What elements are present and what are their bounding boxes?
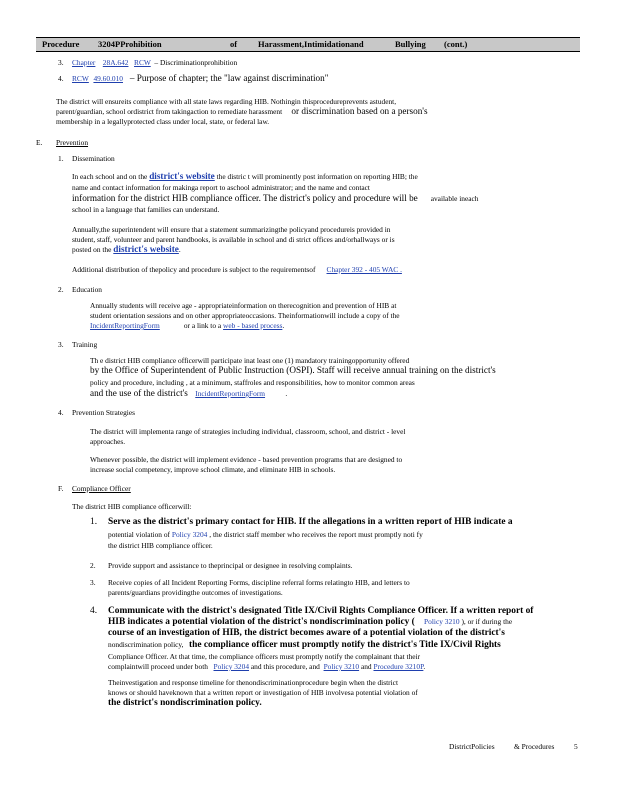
compliance-item4-line9: the district's nondiscrimination policy.	[108, 698, 262, 708]
ref-4-link-rcw[interactable]: RCW	[72, 74, 89, 83]
ref-3-num: 3.	[58, 58, 64, 67]
intro-line-2a: parent/guardian, school ordistrict from takingaction to remediate harassment	[56, 107, 283, 116]
compliance-item1-line2	[108, 530, 423, 539]
dissemination-title: Dissemination	[72, 154, 115, 163]
strategies-line2: approaches.	[90, 437, 126, 446]
education-num: 2.	[58, 285, 64, 294]
intro-line-3: membership in a legallyprotected class under local, state, or federal law.	[56, 117, 270, 126]
compliance-item4-line6b: and this procedure, and	[250, 662, 320, 671]
header-of: of	[230, 39, 238, 49]
page-number: 5	[574, 742, 578, 751]
compliance-item3-line1: Receive copies of all Incident Reporting Forms, discipline referral forms relatingto HIB, and letters to	[108, 578, 410, 587]
compliance-item4-line8: knows or should haveknown that a written report or investigation of HIB involvesa potential violation of	[108, 688, 418, 697]
ref-4-text: – Purpose of chapter; the "law against discrimination"	[129, 73, 329, 83]
compliance-item2-num: 2.	[90, 561, 96, 570]
strategies-title: Prevention Strategies	[72, 408, 136, 417]
ref-4-link-4960010[interactable]: 49.60.010	[93, 74, 123, 83]
district-website-link-2[interactable]: district's website	[113, 244, 179, 254]
compliance-item4-line6	[108, 662, 425, 671]
compliance-item4-line2	[108, 617, 512, 628]
compliance-item4-line1: Communicate with the district's designated Title IX/Civil Rights Compliance Officer. If a written report of	[108, 606, 534, 616]
training-line2: by the Office of Superintendent of Public Instruction (OSPI). Staff will receive annual training on the district's	[90, 365, 496, 375]
strategies-line4: increase social competency, improve school climate, and eliminate HIB in schools.	[90, 465, 336, 474]
training-line4	[90, 388, 287, 399]
compliance-intro: The district HIB compliance officerwill:	[72, 502, 192, 511]
dissemination-p2-line3	[72, 245, 181, 254]
section-e-letter: E.	[36, 138, 43, 147]
training-num: 3.	[58, 340, 64, 349]
policy-3204-link-1[interactable]: Policy 3204	[171, 530, 208, 539]
compliance-item1-line2b: , the district staff member who receives the report must promptly noti fy	[209, 530, 423, 539]
compliance-item4-line4a: nondiscrimination policy,	[108, 640, 184, 649]
ref-4-line	[72, 73, 329, 84]
dissemination-p1-line4: school in a language that families can understand.	[72, 205, 220, 214]
training-line3: policy and procedure, including , at a minimum, staffroles and responsibilities, how to monitor common areas	[90, 378, 415, 387]
section-e-title: Prevention	[56, 138, 89, 147]
education-line3c: .	[282, 321, 285, 330]
ref-3-link-28a642[interactable]: 28A.642	[102, 58, 129, 67]
district-website-link-1[interactable]: district's website	[149, 171, 215, 181]
dissemination-p1b: the distric t will prominently post information on reporting HIB; the	[216, 172, 418, 181]
incident-reporting-form-link-2[interactable]: IncidentReportingForm	[195, 389, 266, 398]
compliance-item3-num: 3.	[90, 578, 96, 587]
compliance-item1-num: 1.	[90, 517, 98, 527]
ref-3-text: – Discriminationprohibition	[154, 58, 238, 67]
compliance-item1-line2a: potential violation of	[108, 530, 170, 539]
dissemination-p2-line2: student, staff, volunteer and parent handbooks, is available in school and di strict offices and/orhallways or is	[72, 235, 395, 244]
policy-3204-link-2[interactable]: Policy 3204	[213, 662, 250, 671]
training-title: Training	[72, 340, 98, 349]
web-based-process-link[interactable]: web - based process	[223, 321, 283, 330]
compliance-item4-line2a: HIB indicates a potential violation of the district's nondiscrimination policy (	[108, 617, 415, 627]
compliance-item4-line6c: and	[360, 662, 372, 671]
procedure-3210p-link[interactable]: Procedure 3210P	[373, 662, 424, 671]
dissemination-p1-line3	[72, 193, 479, 204]
education-line3	[90, 321, 284, 330]
strategies-line3: Whenever possible, the district will implement evidence - based prevention programs that are designed to	[90, 455, 403, 464]
ref-3-link-rcw[interactable]: RCW	[134, 58, 151, 67]
education-title: Education	[72, 285, 102, 294]
dissemination-p1-line1	[72, 172, 418, 181]
dissemination-num: 1.	[58, 154, 64, 163]
education-line3b: or a link to a	[183, 321, 222, 330]
footer-left: DistrictPolicies	[449, 742, 495, 751]
dissemination-p1d: information for the district HIB compliance officer. The district's policy and procedure will be	[72, 193, 418, 203]
dissemination-p1-line2: name and contact information for makinga report to aschool administrator; and the name and contact	[72, 183, 370, 192]
dissemination-p1e: available ineach	[430, 194, 479, 203]
training-line4b: .	[285, 389, 288, 398]
chapter-392-405-wac-link[interactable]: Chapter 392 - 405 WAC .	[326, 265, 402, 274]
ref-3-line	[72, 58, 237, 67]
dissemination-p2d: .	[178, 245, 181, 254]
intro-line-2b: or discrimination based on a person's	[291, 106, 428, 116]
dissemination-p3	[72, 265, 402, 274]
header-cont: (cont.)	[444, 39, 468, 49]
section-f-letter: F.	[58, 484, 64, 493]
header-title: Harassment,Intimidationand	[258, 39, 364, 49]
compliance-item4-line4b: the compliance officer must promptly notify the district's Title IX/Civil Rights	[189, 640, 501, 650]
compliance-item4-num: 4.	[90, 606, 98, 616]
header-procedure: Procedure	[42, 39, 80, 49]
compliance-item4-line4	[108, 640, 501, 651]
compliance-item2-line1: Provide support and assistance to theprincipal or designee in resolving complaints.	[108, 561, 353, 570]
compliance-item4-line2b: ), or if during the	[461, 617, 513, 626]
ref-4-num: 4.	[58, 74, 64, 83]
compliance-item1-line1: Serve as the district's primary contact for HIB. If the allegations in a written report of HIB indicate a	[108, 517, 513, 527]
procedure-header	[36, 37, 580, 52]
training-line4a: and the use of the district's	[90, 388, 188, 398]
dissemination-p2c: posted on the	[72, 245, 112, 254]
incident-reporting-form-link-1[interactable]: IncidentReportingForm	[90, 321, 160, 330]
section-f-title: Compliance Officer	[72, 484, 131, 493]
education-line1: Annually students will receive age - appropriateinformation on therecognition and prevention of HIB at	[90, 301, 397, 310]
intro-line-1: The district will ensureits compliance with all state laws regarding HIB. Nothingin thisprocedureprevents astudent,	[56, 97, 397, 106]
policy-3210-link-1[interactable]: Policy 3210	[424, 617, 460, 626]
ref-3-link-chapter[interactable]: Chapter	[72, 58, 96, 67]
footer-procedures: & Procedures	[514, 742, 555, 751]
dissemination-p2-line1: Annually,the superintendent will ensure that a statement summarizingthe policyand procedureis provided in	[72, 225, 391, 234]
compliance-item4-line3: course of an investigation of HIB, the district becomes aware of a potential violation of the district's	[108, 628, 505, 638]
strategies-num: 4.	[58, 408, 64, 417]
compliance-item3-line2: parents/guardians providingthe outcomes of investigations.	[108, 588, 283, 597]
compliance-item4-line7: Theinvestigation and response timeline for thenondiscriminationprocedure begin when the district	[108, 678, 399, 687]
compliance-item4-line6d: .	[423, 662, 426, 671]
policy-3210-link-2[interactable]: Policy 3210	[323, 662, 360, 671]
intro-line-2	[56, 106, 428, 117]
training-line1: Th e district HIB compliance officerwill participate inat least one (1) mandatory trainingopportunity offered	[90, 356, 410, 365]
dissemination-p1a: In each school and on the	[72, 172, 148, 181]
education-line2: student orientation sessions and on other appropriateoccasions. Theinformationwill include a copy of the	[90, 311, 400, 320]
header-bullying: Bullying	[395, 39, 426, 49]
compliance-item1-line3: the district HIB compliance officer.	[108, 541, 213, 550]
compliance-item4-line6a: complaintwill proceed under both	[108, 662, 208, 671]
compliance-item4-line5: Compliance Officer. At that time, the compliance officers must promptly notify the complainant that their	[108, 652, 421, 661]
header-number: 3204PProhibition	[98, 39, 162, 49]
dissemination-p3a: Additional distribution of thepolicy and procedure is subject to the requirementsof	[72, 265, 316, 274]
strategies-line1: The district will implementa range of strategies including individual, classroom, school, and district - level	[90, 427, 406, 436]
